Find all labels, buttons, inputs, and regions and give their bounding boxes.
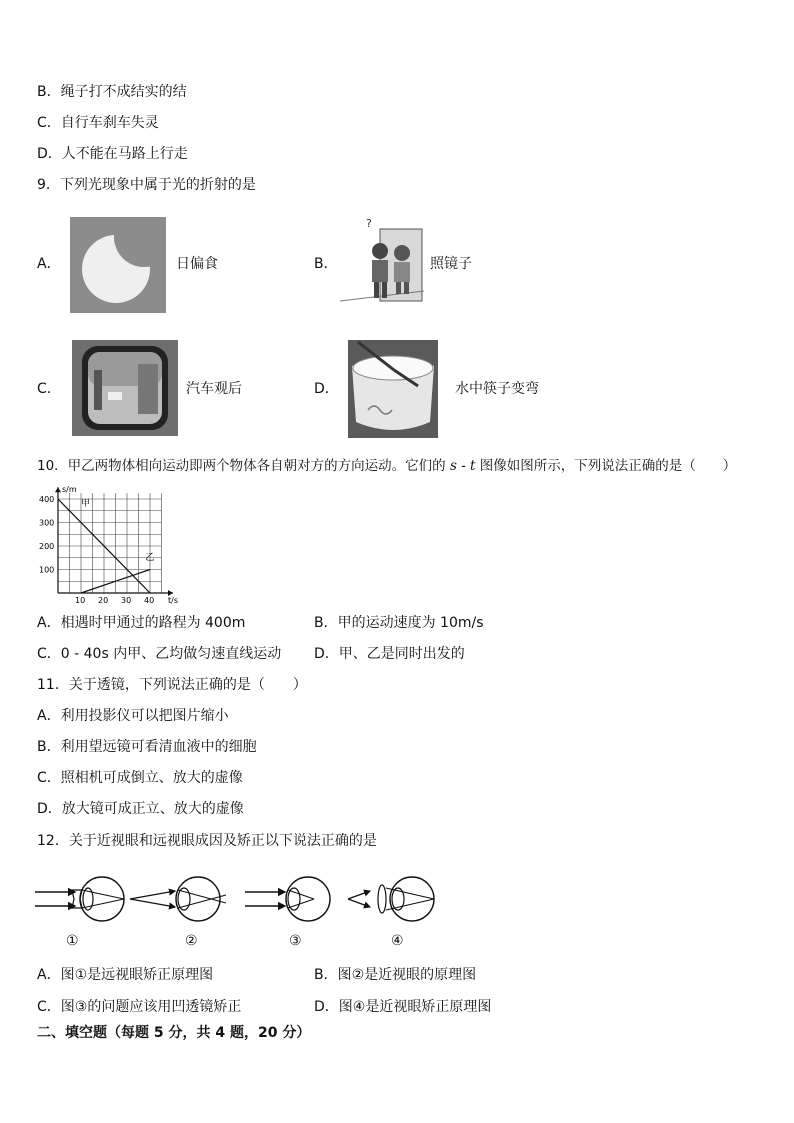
chart-axes <box>55 487 173 596</box>
x-tick-label: 30 <box>121 596 132 605</box>
eye-diagram-3 <box>245 877 330 921</box>
solar-eclipse-image <box>70 217 166 313</box>
q12-stem: 12．关于近视眼和远视眼成因及矫正以下说法正确的是 <box>37 833 377 849</box>
q11-stem: 11．关于透镜，下列说法正确的是（ ） <box>37 677 307 693</box>
y-tick-label: 400 <box>39 495 55 504</box>
x-tick-label: 20 <box>98 596 109 605</box>
y-axis-arrow <box>55 487 61 492</box>
q8-option-d: D．人不能在马路上行走 <box>37 146 188 162</box>
series-label-1: 甲 <box>81 499 91 510</box>
eye-diagram-4 <box>348 877 434 921</box>
q9-option-d-caption: 水中筷子变弯 <box>455 381 539 397</box>
q12-option-b: B．图②是近视眼的原理图 <box>314 967 477 983</box>
q12-option-c: C．图③的问题应该用凹透镜矫正 <box>37 999 242 1015</box>
q9-option-a-caption: 日偏食 <box>176 256 218 272</box>
figure-label-2: ② <box>185 933 198 949</box>
eye-diagram-1 <box>35 877 124 921</box>
q11-option-c: C．照相机可成倒立、放大的虚像 <box>37 770 243 786</box>
chart-series <box>58 498 154 593</box>
figure-label-1: ① <box>66 933 79 949</box>
chopstick-in-water-image <box>348 340 438 438</box>
svg-text:?: ? <box>366 217 372 230</box>
q8-option-b: B．绳子打不成结实的结 <box>37 84 187 100</box>
q9-option-b-letter: B． <box>314 256 338 272</box>
q11-option-d: D．放大镜可成正立、放大的虚像 <box>37 801 244 817</box>
y-tick-label: 300 <box>39 518 55 528</box>
q10-option-a: A．相遇时甲通过的路程为 400m <box>37 615 246 631</box>
chart-ticks <box>39 495 154 605</box>
q12-option-a: A．图①是远视眼矫正原理图 <box>37 967 214 983</box>
q10-stem <box>37 457 736 475</box>
x-tick-label: 40 <box>144 596 155 605</box>
q8-option-c: C．自行车刹车失灵 <box>37 115 159 131</box>
q9-option-c-letter: C． <box>37 381 61 397</box>
q10-stem-part1: 10．甲乙两物体相向运动即两个物体各自朝对方的方向运动。它们的 <box>37 458 446 474</box>
q9-option-b-caption: 照镜子 <box>430 256 472 272</box>
st-graph <box>36 480 186 608</box>
rearview-mirror-image <box>72 340 178 436</box>
mirror-image <box>340 215 424 307</box>
y-tick-label: 200 <box>39 542 55 551</box>
eye-diagrams <box>30 864 450 954</box>
q12-option-d: D．图④是近视眼矫正原理图 <box>314 999 492 1015</box>
q10-stem-variable: s - t <box>449 458 476 474</box>
q10-stem-part2: 图像如图所示，下列说法正确的是（ ） <box>479 458 737 474</box>
q9-option-a-letter: A． <box>37 256 61 272</box>
figure-label-4: ④ <box>391 933 404 949</box>
y-tick-label: 100 <box>39 565 55 575</box>
section-2-title: 二、填空题（每题 5 分，共 4 题，20 分） <box>37 1025 311 1041</box>
series-label-2: 乙 <box>145 553 155 564</box>
eye-diagram-2 <box>130 877 226 921</box>
q10-option-c: C．0 - 40s 内甲、乙均做匀速直线运动 <box>37 646 282 662</box>
q11-option-a: A．利用投影仪可以把图片缩小 <box>37 708 229 724</box>
x-tick-label: 10 <box>75 596 86 605</box>
figure-label-3: ③ <box>289 933 302 949</box>
q9-option-d-letter: D． <box>314 381 339 397</box>
q9-option-c-caption: 汽车观后 <box>186 381 242 397</box>
q11-option-b: B．利用望远镜可看清血液中的细胞 <box>37 739 257 755</box>
q9-stem: 9．下列光现象中属于光的折射的是 <box>37 177 256 193</box>
q10-option-b: B．甲的运动速度为 10m/s <box>314 615 484 631</box>
y-axis-label: s/m <box>62 485 77 494</box>
chart-grid <box>58 493 162 593</box>
x-axis-label: t/s <box>168 596 178 605</box>
q10-option-d: D．甲、乙是同时出发的 <box>314 646 465 662</box>
